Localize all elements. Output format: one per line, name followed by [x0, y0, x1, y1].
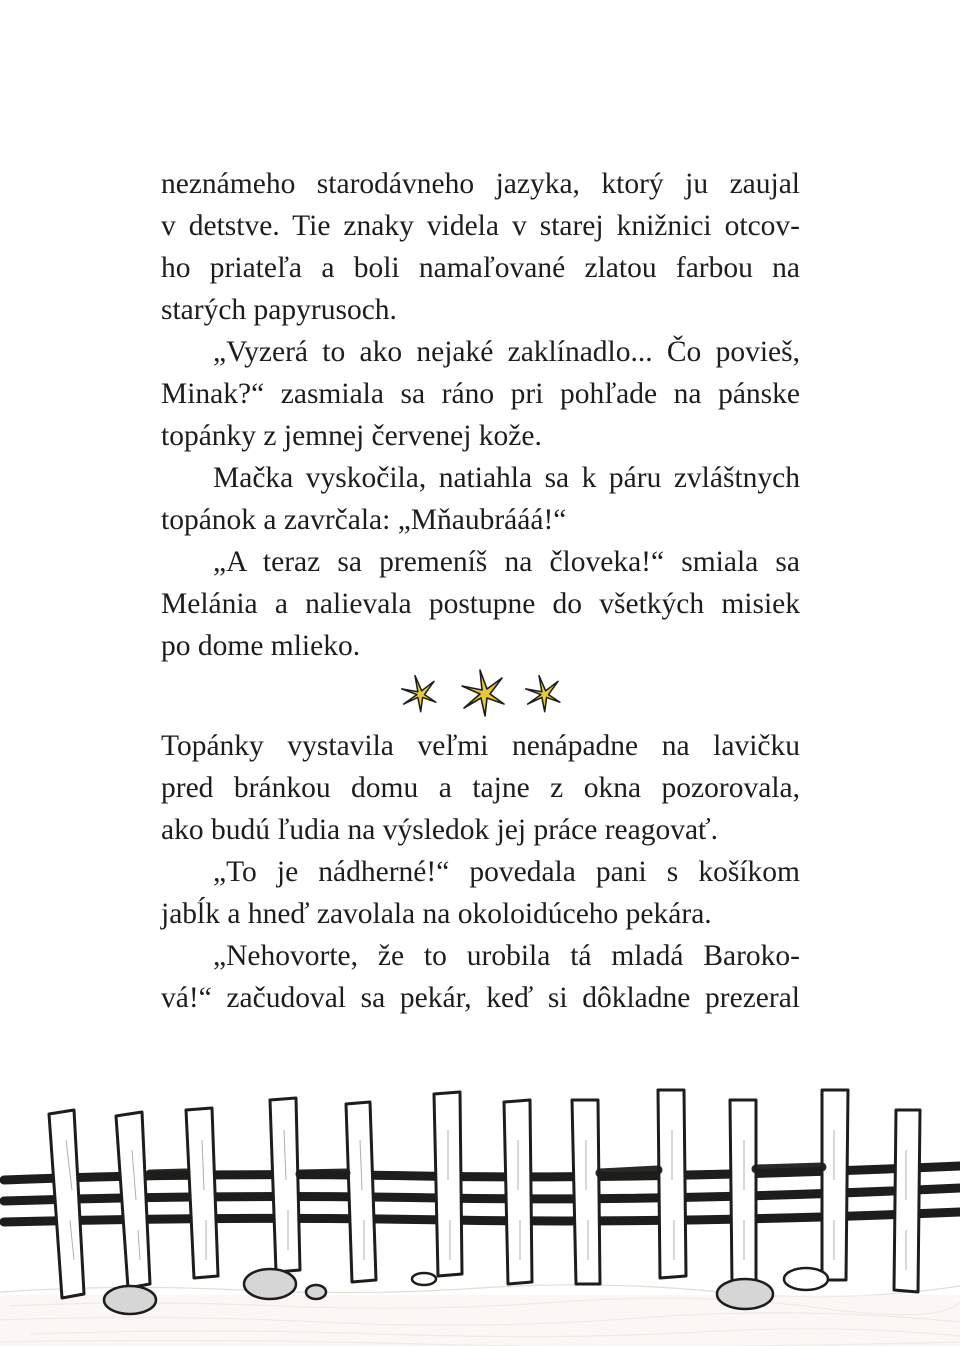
paragraph — [161, 935, 800, 1019]
text-line: „To je nádherné!“ povedala pani s košíkom — [213, 856, 800, 888]
text-line: po dome mlieko. — [161, 630, 361, 662]
text-line: jabĺk a hneď zavolala na okoloidúceho pekára. — [161, 898, 712, 930]
paragraph — [161, 851, 800, 935]
white-picket-fence-illustration — [0, 1070, 960, 1346]
text-line: Minak?“ zasmiala sa ráno pri pohľade na pánske — [161, 378, 800, 410]
text-line: topánok a zavrčala: „Mňaubrááá!“ — [161, 504, 567, 536]
text-line: v detstve. Tie znaky videla v starej knižnici otcov- — [161, 210, 800, 242]
paragraph — [161, 541, 800, 667]
text-line: „Nehovorte, že to urobila tá mladá Baroko- — [213, 940, 800, 972]
text-line: vá!“ začudoval sa pekár, keď si dôkladne prezeral — [161, 982, 800, 1014]
text-line: Topánky vystavila veľmi nenápadne na lavičku — [161, 730, 800, 762]
text-line: neznámeho starodávneho jazyka, ktorý ju zaujal — [161, 168, 800, 200]
text-line: ho priateľa a boli namaľované zlatou farbou na — [161, 252, 800, 284]
three-gold-stars-icon — [390, 668, 570, 724]
text-line: ako budú ľudia na výsledok jej práce reagovať. — [161, 814, 719, 846]
text-line: Mačka vyskočila, natiahla sa k páru zvláštnych — [213, 462, 800, 494]
text-line: topánky z jemnej červenej kože. — [161, 420, 542, 452]
text-line: Melánia a nalievala postupne do všetkých misiek — [161, 588, 800, 620]
text-line: „A teraz sa premeníš na človeka!“ smiala sa — [213, 546, 800, 578]
text-line: starých papyrusoch. — [161, 294, 397, 326]
paragraph — [161, 457, 800, 541]
text-line: „Vyzerá to ako nejaké zaklínadlo... Čo povieš, — [213, 336, 800, 368]
text-block-bottom — [161, 725, 800, 1019]
text-line: pred bránkou domu a tajne z okna pozorovala, — [161, 772, 800, 804]
paragraph — [161, 725, 800, 851]
text-block-top — [161, 163, 800, 667]
paragraph — [161, 163, 800, 331]
paragraph — [161, 331, 800, 457]
